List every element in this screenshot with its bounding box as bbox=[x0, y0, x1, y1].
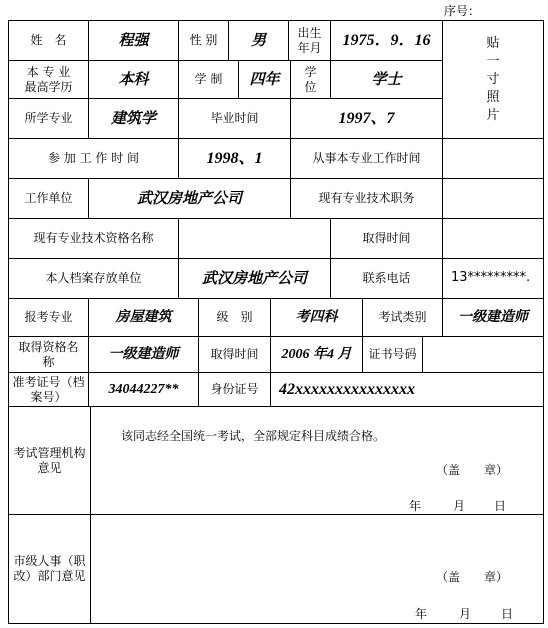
professional-start-value bbox=[442, 138, 544, 178]
major-label: 所学专业 bbox=[8, 98, 88, 138]
gender-label: 性 别 bbox=[178, 20, 228, 60]
ticket-number-value: 34044227** bbox=[88, 372, 198, 406]
apply-major-label: 报考专业 bbox=[8, 298, 88, 336]
apply-major-value: 房屋建筑 bbox=[88, 298, 198, 336]
tech-title-value bbox=[442, 178, 544, 218]
school-system-value: 四年 bbox=[238, 60, 290, 98]
level-label: 级 别 bbox=[198, 298, 270, 336]
qualification-label: 取得资格名 称 bbox=[8, 336, 88, 372]
school-system-label: 学 制 bbox=[178, 60, 238, 98]
phone-label: 联系电话 bbox=[330, 258, 442, 298]
work-start-label: 参 加 工 作 时 间 bbox=[8, 138, 178, 178]
exam-office-label: 考试管理机构 意见 bbox=[8, 406, 90, 514]
qualification-time-label: 取得时间 bbox=[198, 336, 270, 372]
birth-label: 出生 年月 bbox=[288, 20, 330, 60]
exam-office-text: 该同志经全国统一考试，全部规定科目成绩合格。 bbox=[121, 429, 386, 443]
qualification-name-label: 现有专业技术资格名称 bbox=[8, 218, 178, 258]
qualification-value: 一级建造师 bbox=[88, 336, 198, 372]
hr-dept-seal: （盖 章） bbox=[436, 570, 509, 584]
exam-type-value: 一级建造师 bbox=[442, 298, 544, 336]
graduation-time-value: 1997、7 bbox=[290, 98, 442, 138]
tech-title-label: 现有专业技术职务 bbox=[290, 178, 442, 218]
ticket-number-label: 准考证号（档 案号） bbox=[8, 372, 88, 406]
obtained-time-label: 取得时间 bbox=[330, 218, 442, 258]
photo-char: 寸 bbox=[486, 71, 500, 87]
exam-office-seal: （盖 章） bbox=[436, 463, 509, 477]
obtained-time-value bbox=[442, 218, 544, 258]
id-number-value: 42xxxxxxxxxxxxxxx bbox=[270, 372, 544, 406]
education-label: 本 专 业 最高学历 bbox=[8, 60, 88, 98]
phone-value: 13*********. bbox=[442, 258, 544, 298]
professional-start-label: 从事本专业工作时间 bbox=[290, 138, 442, 178]
employer-label: 工作单位 bbox=[8, 178, 88, 218]
qualification-time-value: 2006 年4 月 bbox=[270, 336, 362, 372]
exam-office-year: 年 bbox=[409, 499, 422, 513]
hr-dept-opinion bbox=[90, 514, 544, 624]
employer-value: 武汉房地产公司 bbox=[88, 178, 290, 218]
hr-dept-month: 月 bbox=[459, 607, 472, 621]
photo-char: 片 bbox=[486, 107, 500, 123]
exam-office-day: 日 bbox=[494, 499, 507, 513]
birth-value: 1975．9．16 bbox=[330, 20, 442, 60]
level-value: 考四科 bbox=[270, 298, 362, 336]
qualification-name-value bbox=[178, 218, 330, 258]
certificate-number-label: 证书号码 bbox=[362, 336, 422, 372]
serial-label: 序号： bbox=[444, 4, 481, 18]
major-value: 建筑学 bbox=[88, 98, 178, 138]
certificate-number-value bbox=[422, 336, 544, 372]
graduation-time-label: 毕业时间 bbox=[178, 98, 290, 138]
degree-value: 学士 bbox=[330, 60, 442, 98]
hr-dept-year: 年 bbox=[415, 607, 428, 621]
archive-unit-value: 武汉房地产公司 bbox=[178, 258, 330, 298]
name-label: 姓 名 bbox=[8, 20, 88, 60]
photo-placeholder bbox=[442, 20, 544, 138]
exam-office-opinion bbox=[90, 406, 544, 514]
photo-char: 照 bbox=[486, 89, 500, 105]
id-number-label: 身份证号 bbox=[198, 372, 270, 406]
work-start-value: 1998、1 bbox=[178, 138, 290, 178]
photo-char: 贴 bbox=[486, 35, 500, 51]
exam-office-month: 月 bbox=[453, 499, 466, 513]
exam-type-label: 考试类别 bbox=[362, 298, 442, 336]
gender-value: 男 bbox=[228, 20, 288, 60]
hr-dept-day: 日 bbox=[501, 607, 514, 621]
education-value: 本科 bbox=[88, 60, 178, 98]
photo-char: 一 bbox=[486, 53, 500, 69]
hr-dept-label: 市级人事（职 改）部门意见 bbox=[8, 514, 90, 624]
archive-unit-label: 本人档案存放单位 bbox=[8, 258, 178, 298]
degree-label: 学 位 bbox=[290, 60, 330, 98]
name-value: 程强 bbox=[88, 20, 178, 60]
